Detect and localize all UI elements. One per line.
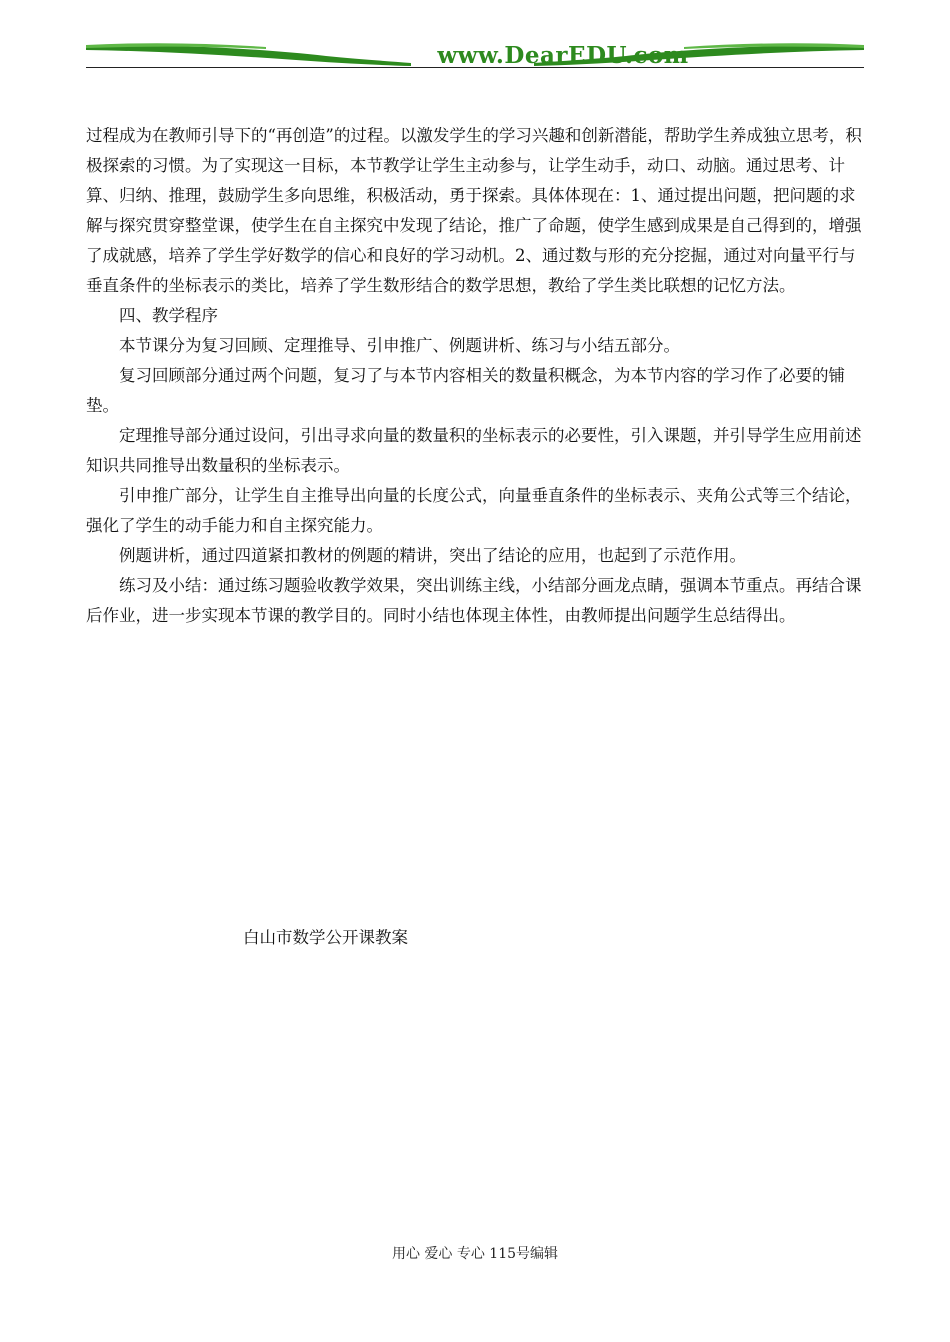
body-paragraph: 引申推广部分，让学生自主推导出向量的长度公式，向量垂直条件的坐标表示、夹角公式等三个结论，强化了学生的动手能力和自主探究能力。	[86, 486, 862, 535]
page-header	[86, 34, 864, 74]
section-heading: 四、教学程序	[119, 306, 218, 325]
body-paragraph: 例题讲析，通过四道紧扣教材的例题的精讲，突出了结论的应用，也起到了示范作用。	[119, 546, 746, 565]
body-paragraph: 定理推导部分通过设问，引出寻求向量的数量积的坐标表示的必要性，引入课题，并引导学生应用前述知识共同推导出数量积的坐标表示。	[86, 426, 862, 475]
document-title: 白山市数学公开课教案	[243, 928, 408, 947]
body-paragraph: 过程成为在教师引导下的“再创造”的过程。以激发学生的学习兴趣和创新潜能，帮助学生养成独立思考，积极探索的习惯。为了实现这一目标，本节教学让学生主动参与，让学生动手，动口、动脑。通过思考、计算、归纳、推理，鼓励学生多向思维，积极活动，勇于探索。具体体现在：1、通过提出问题，把问题的求解与探究贯穿整堂课，使学生在自主探究中发现了结论，推广了命题，使学生感到成果是自己得到的，增强了成就感，培养了学生学好数学的信心和良好的学习动机。2、通过数与形的充分挖掘，通过对向量平行与垂直条件的坐标表示的类比，培养了学生数形结合的数学思想，教给了学生类比联想的记忆方法。	[86, 126, 862, 295]
site-logo-text: www.DearEDU.com	[437, 42, 689, 69]
body-paragraph: 本节课分为复习回顾、定理推导、引申推广、例题讲析、练习与小结五部分。	[119, 336, 680, 355]
body-paragraph: 练习及小结：通过练习题验收教学效果，突出训练主线，小结部分画龙点睛，强调本节重点。再结合课后作业，进一步实现本节课的教学目的。同时小结也体现主体性，由教师提出问题学生总结得出。	[86, 576, 862, 625]
header-divider	[86, 67, 864, 68]
body-paragraph: 复习回顾部分通过两个问题，复习了与本节内容相关的数量积概念，为本节内容的学习作了必要的铺垫。	[86, 366, 845, 415]
page-footer: 用心 爱心 专心 115号编辑	[391, 1246, 559, 1262]
document-body	[86, 121, 871, 631]
